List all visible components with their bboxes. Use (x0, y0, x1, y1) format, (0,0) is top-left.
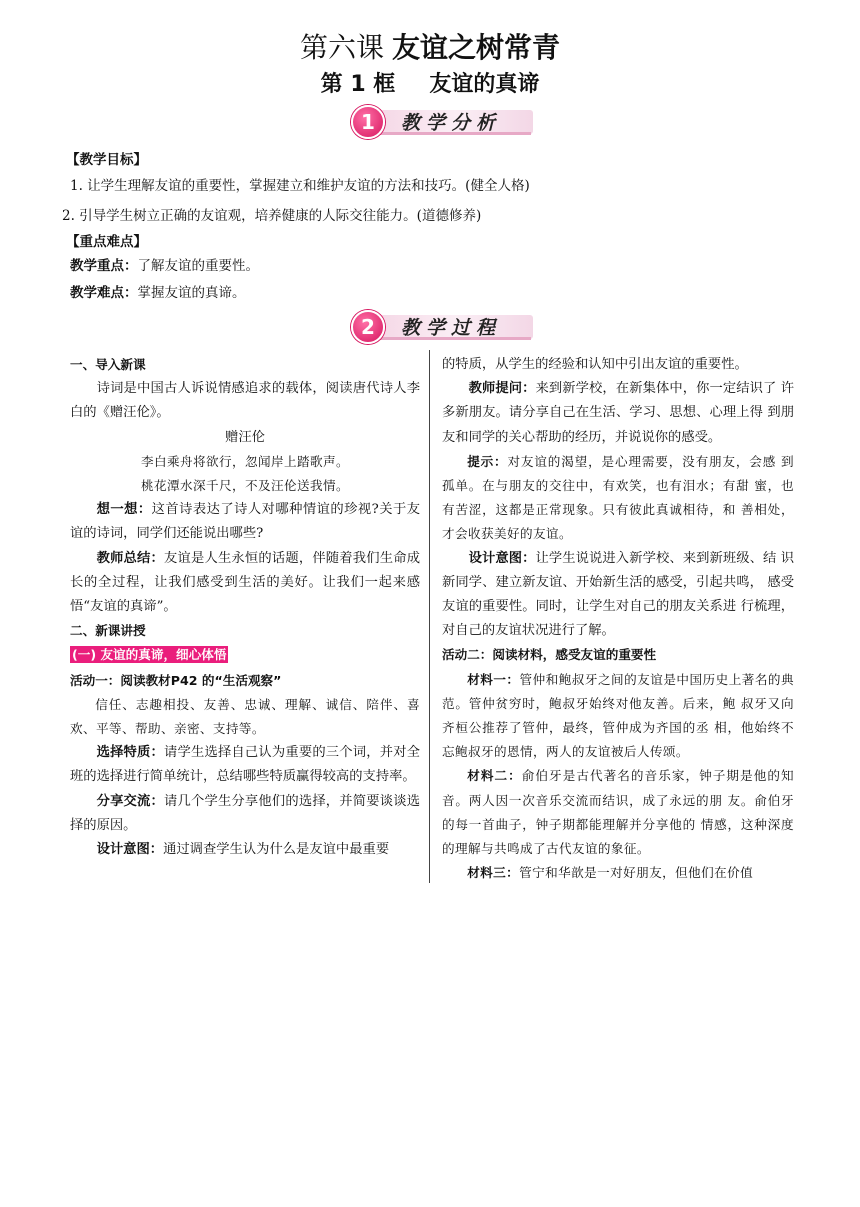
summary-text: 友谊是人生永恒的话题，伴随着我们生命成长的全过程，让我们感受到生活的美好。让我们一起来感悟“友谊的真谛”。 (70, 550, 421, 615)
design-label: 设计意图： (468, 550, 536, 566)
poem-line-1: 李白乘舟将欲行，忽闻岸上踏歌声。 (141, 453, 349, 469)
column-divider (429, 350, 430, 883)
material-two-text: 俞伯牙是古代著名的音乐家，钟子期是他的知音。两人因一次音乐交流而结识，成了永远的朋 友。俞伯牙的每一首曲子，钟子期都能理解并分享他的 情感，这种深度的理解与共鸣成了古代友谊的象征。 (442, 768, 794, 857)
material-two-label: 材料二： (467, 768, 522, 784)
banner-text: 教学分析 (401, 112, 502, 134)
banner-number-badge: 1 (351, 105, 385, 139)
summary-label: 教师总结： (96, 550, 165, 566)
activity-two-title: 活动二：阅读材料，感受友谊的重要性 (442, 647, 657, 663)
process-banner (349, 309, 535, 341)
teaching-focus-label: 教学重点： (70, 258, 138, 274)
material-two-paragraph (442, 764, 794, 861)
share-label: 分享交流： (96, 793, 165, 809)
subsection-title (70, 643, 420, 668)
activity-one-title: 活动一：阅读教材P42 的“生活观察” (70, 672, 282, 688)
traits-list: 信任、志趣相投、友善、忠诚、理解、诚信、陪伴、喜 欢、平等、帮助、亲密、支持等。 (70, 696, 420, 737)
objective-item-1: 1. 让学生理解友谊的重要性，掌握建立和维护友谊的方法和技巧。(健全人格) (70, 178, 530, 194)
section-new-lesson-title: 二、新课讲授 (70, 623, 146, 639)
think-paragraph (70, 498, 420, 546)
hint-text: 对友谊的渴望，是心理需要，没有朋友，会感 到孤单。在与朋友的交往中，有欢笑，也有泪水；有甜 蜜，也有苦涩，这都是正常现象。只有彼此真诚相待，和 善相处，才会收获美好的友谊。 (442, 453, 795, 542)
think-label: 想一想： (96, 502, 152, 518)
subsection-highlight: (一) 友谊的真谛，细心体悟 (72, 647, 227, 663)
choose-label: 选择特质： (96, 745, 165, 761)
teaching-difficulty-label: 教学难点： (70, 285, 138, 301)
poem-line-2: 桃花潭水深千尺，不及汪伦送我情。 (141, 478, 349, 494)
hint-paragraph (442, 450, 794, 547)
teaching-focus-text: 了解友谊的重要性。 (137, 258, 259, 274)
teaching-focus (70, 256, 259, 276)
objective-item-2: 2. 引导学生树立正确的友谊观，培养健康的人际交往能力。(道德修养) (62, 208, 482, 224)
section-intro-title: 一、导入新课 (70, 357, 146, 372)
design-paragraph-left (70, 838, 420, 862)
frame-title (0, 70, 860, 100)
objectives-heading: 【教学目标】 (66, 152, 147, 168)
design-label: 设计意图： (96, 842, 164, 858)
share-text: 请几个学生分享他们的选择，并简要谈谈选择的原因。 (70, 793, 421, 833)
material-one-paragraph (442, 668, 794, 765)
share-paragraph (70, 790, 420, 838)
teacher-question-label: 教师提问： (468, 381, 536, 397)
design-paragraph-right (442, 547, 794, 644)
material-one-text: 管仲和鲍叔牙之间的友谊是中国历史上著名的典范。管仲贫穷时，鲍叔牙始终对他友善。后来，鲍 叔牙又向齐桓公推荐了管仲，最终，管仲成为齐国的丞 相，他始终不忘鲍叔牙的恩情，两人的友谊被后人传颂。 (442, 671, 794, 760)
hint-label: 提示： (467, 453, 508, 469)
poem-title: 赠汪伦 (225, 429, 265, 445)
teaching-difficulty-text: 掌握友谊的真谛。 (137, 285, 246, 301)
teaching-difficulty (70, 283, 246, 303)
left-column (70, 353, 420, 862)
lesson-name: 友谊之树常青 (392, 31, 561, 64)
continued-paragraph: 的特质，从学生的经验和认知中引出友谊的重要性。 (442, 357, 748, 372)
design-text: 让学生说说进入新学校、来到新班级、结 识新同学、建立新友谊、开始新生活的感受，引起共鸣， 感受友谊的重要性。同时，让学生对自己的朋友关系进 行梳理，对自己的友谊状况进行了解。 (442, 550, 795, 639)
lesson-title (0, 30, 860, 66)
frame-number: 第 1 框 (320, 72, 396, 97)
think-text: 这首诗表达了诗人对哪种情谊的珍视?关于友谊的诗词，同学们还能说出哪些? (70, 502, 421, 542)
frame-name: 友谊的真谛 (429, 72, 540, 97)
choose-text: 请学生选择自己认为重要的三个词，并对全班的选择进行简单统计，总结哪些特质赢得较高的支持率。 (70, 745, 421, 785)
teacher-question-text: 来到新学校，在新集体中，你一定结识了 许多新朋友。请分享自己在生活、学习、思想、心理上得 到朋友和同学的关心帮助的经历，并说说你的感受。 (442, 381, 795, 445)
intro-paragraph: 诗词是中国古人诉说情感追求的载体，阅读唐代诗人李白的《赠汪伦》。 (70, 381, 420, 421)
material-one-label: 材料一： (467, 671, 520, 687)
material-three-paragraph (442, 861, 794, 885)
analysis-banner (349, 104, 535, 136)
keypoints-heading: 【重点难点】 (66, 234, 147, 250)
material-three-text: 管宁和华歆是一对好朋友，但他们在价值 (519, 865, 754, 881)
design-text: 通过调查学生认为什么是友谊中最重要 (163, 842, 390, 858)
material-three-label: 材料三： (467, 865, 520, 881)
teacher-question-paragraph (442, 377, 794, 450)
choose-paragraph (70, 741, 420, 789)
banner-number-badge: 2 (351, 310, 385, 344)
banner-text: 教学过程 (401, 317, 502, 339)
lesson-number: 第六课 (299, 31, 384, 64)
summary-paragraph (70, 547, 420, 620)
right-column (442, 353, 794, 885)
